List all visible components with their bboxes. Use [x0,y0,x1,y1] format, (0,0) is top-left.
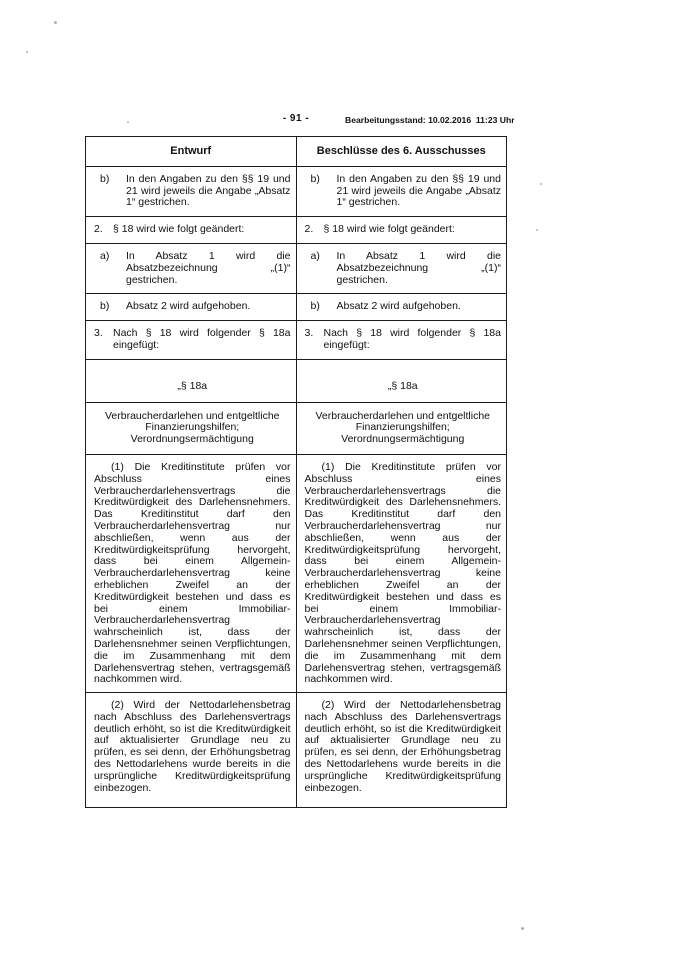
table-header-row [86,137,507,167]
cell-beschluesse [296,217,507,244]
list-item [305,224,502,236]
row-text: § 18 wird wie folgt geändert: [113,223,245,236]
cell-beschluesse [296,359,507,402]
row-text: Absatz 2 wird aufgehoben. [336,300,461,313]
row-text: Absatz 2 wird aufgehoben. [126,300,251,313]
table-row [86,243,507,293]
section-heading: Verbraucherdarlehen und entgeltliche Finanzierungshilfen; Verordnungsermächtigung [315,409,491,446]
list-item [100,174,291,209]
section-label: „§ 18a [177,379,208,392]
cell-entwurf [86,693,297,808]
cell-beschluesse [296,243,507,293]
cell-beschluesse [296,321,507,360]
table-row [86,454,507,692]
table-row [86,294,507,321]
paragraph-text: (1) Die Kreditinstitute prüfen vor Abschluss eines Verbraucherdarlehensvertrags die Kreditwürdigkeit des Darlehensnehmers. Das Kreditinstitut darf den Verbraucherdarlehensvertrag nur abschließen, wenn aus der Kreditwürdigkeitsprüfung hervorgeht, dass bei einem Allgemein-Verbraucherdarlehensvertrag keine erheblichen Zweifel an der Kreditwürdigkeit bestehen und dass es bei einem Immobiliar-Verbraucherdarlehensvertrag wahrscheinlich ist, dass der Darlehensnehmer seinen Verpflichtungen, die im Zusammenhang mit dem Darlehensvertrag stehen, vertragsgemäß nachkommen wird. [304,460,501,686]
cell-beschluesse [296,693,507,808]
row-text: Nach § 18 wird folgender § 18a eingefügt: [113,327,291,351]
scan-speck [127,121,129,123]
row-text: In den Angaben zu den §§ 19 und 21 wird jeweils die Angabe „Absatz 1“ gestrichen. [336,172,501,209]
list-marker: a) [100,249,110,262]
list-marker: b) [100,172,110,185]
list-marker: b) [310,172,320,185]
cell-entwurf [86,359,297,402]
list-marker: 3. [94,327,103,340]
column-header-beschluesse: Beschlüsse des 6. Ausschusses [296,137,507,167]
list-marker: 3. [304,327,314,340]
list-item [100,251,291,286]
page-number: - 91 - [282,113,310,124]
cell-beschluesse [296,294,507,321]
cell-entwurf [86,294,297,321]
list-marker: b) [310,300,320,313]
section-label: „§ 18a [387,379,418,392]
list-item [94,328,291,352]
list-item [311,174,502,209]
section-heading: Verbraucherdarlehen und entgeltliche Finanzierungshilfen; Verordnungsermächtigung [104,409,280,446]
table-row [86,321,507,360]
cell-entwurf [86,243,297,293]
row-text: § 18 wird wie folgt geändert: [323,223,455,236]
scan-speck [54,21,57,24]
list-marker: a) [310,249,320,262]
scan-speck [26,51,28,53]
table-row [86,217,507,244]
cell-entwurf [86,166,297,216]
list-item [305,328,502,352]
cell-entwurf [86,217,297,244]
list-item [100,301,291,313]
scan-speck [536,229,538,231]
page-header [0,113,700,129]
list-item [311,251,502,286]
paragraph-text: (2) Wird der Nettodarlehensbetrag nach Abschluss des Darlehensvertrags deutlich erhöht, so ist die Kreditwürdigkeit auf aktualisierter Grundlage neu zu prüfen, es sei denn, der Erhöhungsbetrag des Nettodarlehens wurde bereits in die ursprüngliche Kreditwürdigkeitsprüfung einbezogen. [94,699,291,794]
list-marker: 2. [304,223,314,236]
cell-entwurf [86,454,297,692]
paragraph-text: (1) Die Kreditinstitute prüfen vor Abschluss eines Verbraucherdarlehensvertrags die Kreditwürdigkeit des Darlehensnehmers. Das Kreditinstitut darf den Verbraucherdarlehensvertrag nur abschließen, wenn aus der Kreditwürdigkeitsprüfung hervorgeht, dass bei einem Allgemein-Verbraucherdarlehensvertrag keine erheblichen Zweifel an der Kreditwürdigkeit bestehen und dass es bei einem Immobiliar-Verbraucherdarlehensvertrag wahrscheinlich ist, dass der Darlehensnehmer seinen Verpflichtungen, die im Zusammenhang mit dem Darlehensvertrag stehen, vertragsgemäß nachkommen wird. [94,460,291,686]
cell-beschluesse [296,166,507,216]
list-marker: b) [100,300,110,313]
row-text: Nach § 18 wird folgender § 18a eingefügt: [323,327,501,351]
list-marker: 2. [94,223,103,236]
list-item [94,224,291,236]
synopsis-table [85,136,507,808]
row-text: In Absatz 1 wird die Absatzbezeichnung „(1)“ gestrichen. [126,249,291,286]
status-line: Bearbeitungsstand: 10.02.2016 11:23 Uhr [345,115,515,125]
table-row [86,402,507,454]
table-row [86,166,507,216]
cell-beschluesse [296,454,507,692]
list-item [311,301,502,313]
table-row [86,693,507,808]
cell-entwurf [86,402,297,454]
row-text: In den Angaben zu den §§ 19 und 21 wird jeweils die Angabe „Absatz 1“ gestrichen. [126,172,291,209]
table-row [86,359,507,402]
paragraph-text: (2) Wird der Nettodarlehensbetrag nach Abschluss des Darlehensvertrags deutlich erhöht, so ist die Kreditwürdigkeit auf aktualisierter Grundlage neu zu prüfen, es sei denn, der Erhöhungsbetrag des Nettodarlehens wurde bereits in die ursprüngliche Kreditwürdigkeitsprüfung einbezogen. [304,699,501,794]
column-header-entwurf: Entwurf [86,137,297,167]
cell-entwurf [86,321,297,360]
scan-speck [521,927,524,930]
row-text: In Absatz 1 wird die Absatzbezeichnung „(1)“ gestrichen. [336,249,501,286]
cell-beschluesse [296,402,507,454]
scan-speck [540,183,542,185]
